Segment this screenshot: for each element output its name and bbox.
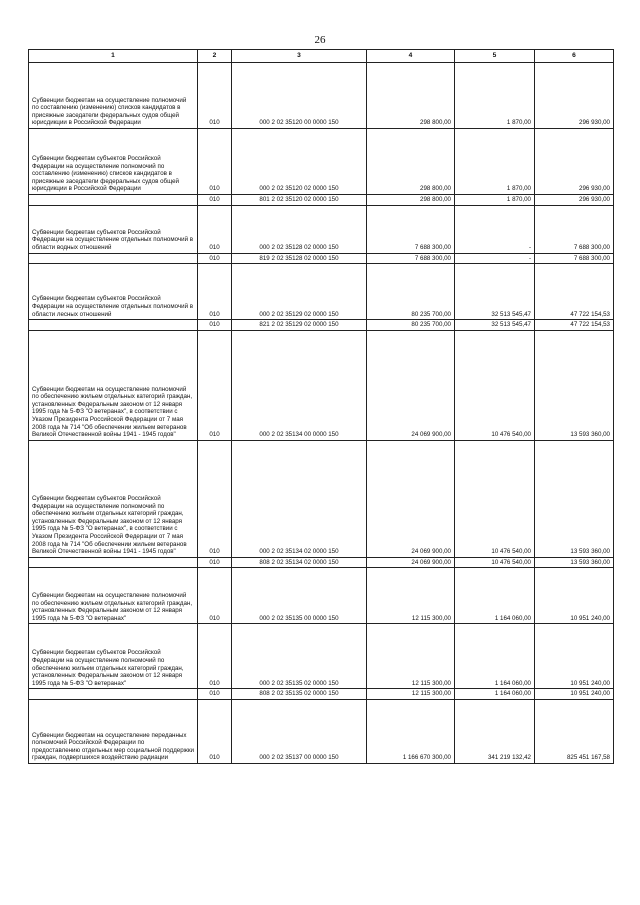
cell-c4: 24 069 900,00: [367, 330, 455, 440]
table-row: [29, 264, 614, 320]
cell-c5: 10 476 540,00: [455, 330, 535, 440]
column-header: 4: [367, 50, 455, 63]
cell-c6: 10 951 240,00: [535, 689, 614, 700]
cell-desc: Субвенции бюджетам на осуществление полномочий по обеспечению жильем отдельных категорий граждан, установленных Федеральным законом от 12 января 1995 года № 5-ФЗ "О ветеранах", в соответствии с Указом Президента Российской Федерации от 7 мая 2008 года № 714 "Об обеспечении жильем ветеранов Великой Отечественной войны 1941 - 1945 годов": [29, 330, 198, 440]
cell-desc: Субвенции бюджетам субъектов Российской Федерации на осуществление отдельных полномочий в области лесных отношений: [29, 264, 198, 320]
cell-desc: [29, 557, 198, 568]
cell-c4: 298 800,00: [367, 195, 455, 206]
cell-desc: [29, 320, 198, 331]
table-row: [29, 320, 614, 331]
cell-c6: 47 722 154,53: [535, 320, 614, 331]
cell-c6: 296 930,00: [535, 63, 614, 129]
cell-kbk: 000 2 02 35135 00 0000 150: [232, 568, 367, 624]
cell-desc: Субвенции бюджетам субъектов Российской Федерации на осуществление отдельных полномочий в области водных отношений: [29, 205, 198, 253]
table-header-row: [29, 50, 614, 63]
table-row: [29, 440, 614, 557]
cell-c5: 32 513 545,47: [455, 264, 535, 320]
cell-code: 010: [198, 320, 232, 331]
table-row: [29, 195, 614, 206]
cell-desc: Субвенции бюджетам на осуществление полномочий по составлению (изменению) списков кандидатов в присяжные заседатели федеральных судов общей юрисдикции в Российской Федерации: [29, 63, 198, 129]
cell-c6: 13 593 360,00: [535, 557, 614, 568]
cell-code: 010: [198, 624, 232, 689]
cell-c6: 13 593 360,00: [535, 440, 614, 557]
table-row: [29, 624, 614, 689]
cell-kbk: 801 2 02 35120 02 0000 150: [232, 195, 367, 206]
cell-c5: 10 476 540,00: [455, 557, 535, 568]
cell-c4: 7 688 300,00: [367, 205, 455, 253]
cell-code: 010: [198, 440, 232, 557]
cell-code: 010: [198, 689, 232, 700]
cell-c6: 47 722 154,53: [535, 264, 614, 320]
cell-c4: 12 115 300,00: [367, 689, 455, 700]
table-row: [29, 557, 614, 568]
cell-c5: 32 513 545,47: [455, 320, 535, 331]
cell-c4: 12 115 300,00: [367, 568, 455, 624]
cell-c4: 1 166 670 300,00: [367, 699, 455, 763]
cell-c5: 1 164 060,00: [455, 689, 535, 700]
cell-c4: 298 800,00: [367, 63, 455, 129]
cell-c6: 10 951 240,00: [535, 624, 614, 689]
table-row: [29, 330, 614, 440]
budget-execution-table: [28, 49, 614, 764]
column-header: 3: [232, 50, 367, 63]
cell-c5: 341 219 132,42: [455, 699, 535, 763]
cell-c5: 1 164 060,00: [455, 568, 535, 624]
page-number: 26: [314, 34, 326, 46]
column-header: 2: [198, 50, 232, 63]
cell-code: 010: [198, 568, 232, 624]
cell-kbk: 808 2 02 35135 02 0000 150: [232, 689, 367, 700]
cell-c5: 10 476 540,00: [455, 440, 535, 557]
cell-code: 010: [198, 205, 232, 253]
cell-code: 010: [198, 557, 232, 568]
cell-desc: [29, 689, 198, 700]
cell-c5: 1 870,00: [455, 63, 535, 129]
cell-kbk: 821 2 02 35129 02 0000 150: [232, 320, 367, 331]
cell-kbk: 000 2 02 35137 00 0000 150: [232, 699, 367, 763]
table-row: [29, 63, 614, 129]
table-row: [29, 699, 614, 763]
cell-c6: 7 688 300,00: [535, 253, 614, 264]
cell-kbk: 000 2 02 35120 02 0000 150: [232, 129, 367, 195]
cell-c6: 7 688 300,00: [535, 205, 614, 253]
cell-desc: Субвенции бюджетам субъектов Российской Федерации на осуществление полномочий по обеспечению жильем отдельных категорий граждан, установленных Федеральным законом от 12 января 1995 года № 5-ФЗ "О ветеранах", в соответствии с Указом Президента Российской Федерации от 7 мая 2008 года № 714 "Об обеспечении жильем ветеранов Великой Отечественной войны 1941 - 1945 годов": [29, 440, 198, 557]
cell-kbk: 000 2 02 35134 00 0000 150: [232, 330, 367, 440]
table-row: [29, 689, 614, 700]
cell-code: 010: [198, 264, 232, 320]
cell-c5: 1 870,00: [455, 195, 535, 206]
table-row: [29, 205, 614, 253]
cell-desc: Субвенции бюджетам на осуществление полномочий по обеспечению жильем отдельных категорий граждан, установленных Федеральным законом от 12 января 1995 года № 5-ФЗ "О ветеранах": [29, 568, 198, 624]
cell-c4: 80 235 700,00: [367, 264, 455, 320]
cell-c4: 80 235 700,00: [367, 320, 455, 331]
cell-c6: 10 951 240,00: [535, 568, 614, 624]
cell-kbk: 000 2 02 35135 02 0000 150: [232, 624, 367, 689]
table-row: [29, 568, 614, 624]
cell-c4: 24 069 900,00: [367, 557, 455, 568]
cell-kbk: 808 2 02 35134 02 0000 150: [232, 557, 367, 568]
cell-kbk: 819 2 02 35128 02 0000 150: [232, 253, 367, 264]
cell-desc: Субвенции бюджетам субъектов Российской Федерации на осуществление полномочий по обеспечению жильем отдельных категорий граждан, установленных Федеральным законом от 12 января 1995 года № 5-ФЗ "О ветеранах": [29, 624, 198, 689]
table-row: [29, 129, 614, 195]
cell-c5: -: [455, 253, 535, 264]
cell-code: 010: [198, 699, 232, 763]
cell-c4: 7 688 300,00: [367, 253, 455, 264]
column-header: 1: [29, 50, 198, 63]
cell-c4: 24 069 900,00: [367, 440, 455, 557]
cell-c4: 12 115 300,00: [367, 624, 455, 689]
cell-c6: 296 930,00: [535, 129, 614, 195]
column-header: 5: [455, 50, 535, 63]
cell-kbk: 000 2 02 35120 00 0000 150: [232, 63, 367, 129]
cell-c6: 296 930,00: [535, 195, 614, 206]
cell-c6: 825 451 167,58: [535, 699, 614, 763]
cell-kbk: 000 2 02 35129 02 0000 150: [232, 264, 367, 320]
cell-code: 010: [198, 253, 232, 264]
table-row: [29, 253, 614, 264]
cell-desc: Субвенции бюджетам субъектов Российской Федерации на осуществление полномочий по составлению (изменению) списков кандидатов в присяжные заседатели федеральных судов общей юрисдикции в Российской Федерации: [29, 129, 198, 195]
cell-c5: 1 870,00: [455, 129, 535, 195]
cell-code: 010: [198, 330, 232, 440]
cell-c5: 1 164 060,00: [455, 624, 535, 689]
cell-kbk: 000 2 02 35128 02 0000 150: [232, 205, 367, 253]
cell-code: 010: [198, 195, 232, 206]
cell-code: 010: [198, 63, 232, 129]
cell-kbk: 000 2 02 35134 02 0000 150: [232, 440, 367, 557]
cell-c6: 13 593 360,00: [535, 330, 614, 440]
cell-c4: 298 800,00: [367, 129, 455, 195]
cell-code: 010: [198, 129, 232, 195]
column-header: 6: [535, 50, 614, 63]
cell-desc: [29, 195, 198, 206]
cell-c5: -: [455, 205, 535, 253]
cell-desc: [29, 253, 198, 264]
cell-desc: Субвенции бюджетам на осуществление переданных полномочий Российской Федерации по предоставлению отдельных мер социальной поддержки граждан, подвергшихся воздействию радиации: [29, 699, 198, 763]
